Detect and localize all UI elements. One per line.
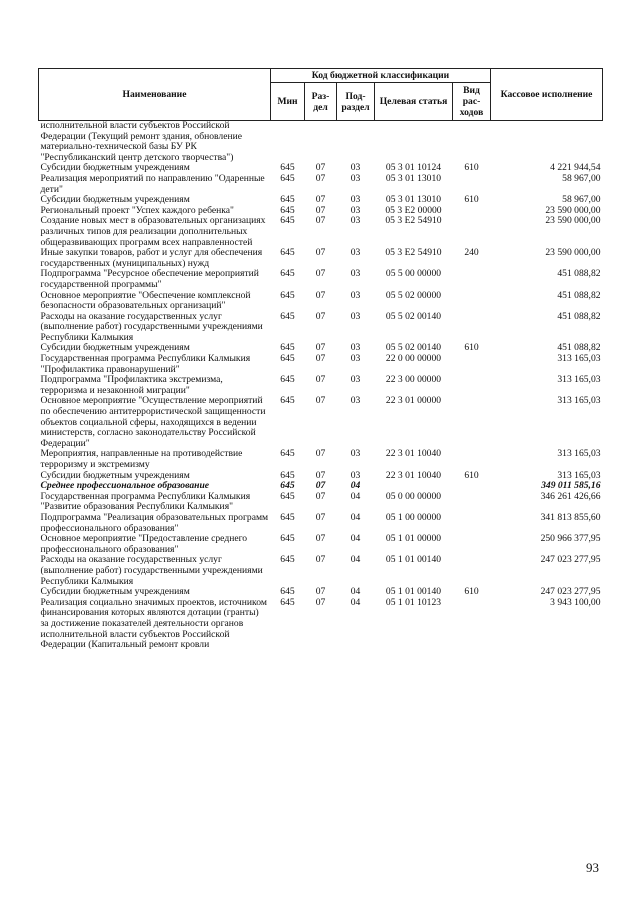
cell-amount: 349 011 585,16: [541, 480, 601, 492]
cell-podrazdel: 03: [350, 172, 361, 184]
cell-razdel: 07: [315, 247, 326, 259]
cell-podrazdel: 03: [350, 204, 361, 216]
cell-podrazdel: 04: [350, 511, 361, 523]
table-row: [39, 312, 603, 344]
cell-razdel: 07: [315, 554, 326, 566]
cell-name: Расходы на оказание государственных услуг (выполнение работ) государственными учреждениями Республики Калмыкия: [40, 310, 263, 343]
cell-min: 645: [280, 194, 295, 206]
cell-min: 645: [280, 533, 295, 545]
cell-razdel: 07: [315, 268, 326, 280]
cell-podrazdel: 03: [350, 215, 361, 227]
cell-vid: [453, 291, 491, 312]
cell-target: 05 1 01 10123: [385, 596, 442, 608]
header-podrazdel: Под-раздел: [337, 83, 375, 121]
cell-podrazdel: 03: [350, 289, 361, 301]
table-row: [39, 269, 603, 290]
cell-target: 05 3 E2 00000: [385, 204, 442, 216]
cell-podrazdel: 03: [350, 342, 361, 354]
cell-min: [271, 121, 305, 164]
cell-vid: [453, 534, 491, 555]
cell-target: 05 1 01 00140: [385, 586, 442, 598]
cell-min: 645: [280, 586, 295, 598]
cell-vid: [453, 513, 491, 534]
header-target: Целевая статья: [375, 83, 453, 121]
cell-razdel: 07: [315, 533, 326, 545]
table-row: [39, 375, 603, 396]
table-row: [39, 291, 603, 312]
cell-target: 05 5 02 00140: [385, 342, 442, 354]
cell-amount: 451 088,82: [557, 342, 601, 354]
cell-target: 05 1 01 00140: [385, 554, 442, 566]
cell-name: Реализация социально значимых проектов, источником финансирования которых являются дотации (гранты) за достижение показателей деятельности органов исполнительной власти субъектов Российской Федерации (Капитальный ремонт кровли: [40, 596, 267, 651]
cell-name: Основное мероприятие "Обеспечение комплексной безопасности образовательных организаций": [40, 289, 251, 312]
cell-vid: [453, 375, 491, 396]
cell-min: 645: [280, 469, 295, 481]
cell-name: Подпрограмма "Реализация образовательных программ профессионального образования": [40, 511, 269, 534]
header-razdel: Раз-дел: [305, 83, 337, 121]
cell-amount: [491, 121, 603, 164]
cell-vid: [453, 312, 491, 344]
cell-vid: 610: [464, 342, 479, 354]
cell-vid: [453, 598, 491, 651]
cell-name: Субсидии бюджетным учреждениям: [40, 162, 190, 174]
cell-podrazdel: 03: [350, 247, 361, 259]
cell-podrazdel: 03: [350, 310, 361, 322]
table-row: [39, 598, 603, 651]
table-row: [39, 449, 603, 470]
cell-razdel: 07: [315, 204, 326, 216]
cell-target: 05 5 02 00140: [385, 310, 442, 322]
cell-razdel: 07: [315, 342, 326, 354]
cell-target: 22 3 01 00000: [385, 395, 442, 407]
cell-amount: 247 023 277,95: [540, 586, 601, 598]
cell-amount: 313 165,03: [557, 395, 601, 407]
cell-razdel: 07: [315, 469, 326, 481]
cell-target: 22 3 00 00000: [385, 374, 442, 386]
cell-name: Субсидии бюджетным учреждениям: [40, 194, 190, 206]
cell-min: 645: [280, 554, 295, 566]
cell-amount: 451 088,82: [557, 289, 601, 301]
cell-min: 645: [280, 289, 295, 301]
header-row-1: [39, 69, 603, 83]
cell-vid: [453, 174, 491, 195]
cell-target: 05 3 E2 54910: [385, 247, 442, 259]
cell-amount: 58 967,00: [562, 194, 601, 206]
header-name: Наименование: [39, 69, 271, 121]
cell-vid: [453, 492, 491, 513]
cell-vid: [453, 216, 491, 248]
cell-target: 05 1 00 00000: [385, 511, 442, 523]
cell-target: 05 3 E2 54910: [385, 215, 442, 227]
cell-target: [375, 121, 453, 164]
cell-vid: 610: [464, 586, 479, 598]
page-number: 93: [586, 860, 599, 875]
cell-podrazdel: 03: [350, 448, 361, 460]
cell-name: Основное мероприятие "Осуществление мероприятий по обеспечению антитеррористической защищенности объектов социальной сферы, находящихся в ведении министерств, согласно законодательству Российской Федерации": [40, 395, 266, 449]
cell-min: 645: [280, 353, 295, 365]
cell-target: 05 5 00 00000: [385, 268, 442, 280]
header-min: Мин: [271, 83, 305, 121]
cell-amount: 23 590 000,00: [545, 204, 601, 216]
table-row: [39, 354, 603, 375]
cell-name: Государственная программа Республики Калмыкия "Профилактика правонарушений": [40, 353, 251, 375]
cell-podrazdel: 04: [350, 533, 361, 545]
cell-amount: 341 813 855,60: [540, 511, 601, 523]
cell-amount: 3 943 100,00: [550, 596, 601, 608]
cell-min: 645: [280, 342, 295, 354]
cell-min: 645: [280, 172, 295, 184]
cell-name: Реализация мероприятий по направлению "Одаренные дети": [40, 172, 265, 195]
cell-target: 05 3 01 13010: [385, 172, 442, 184]
table-row: [39, 216, 603, 248]
table-row: [39, 248, 603, 269]
cell-razdel: 07: [315, 511, 326, 523]
cell-razdel: 07: [315, 490, 326, 502]
cell-name: Субсидии бюджетным учреждениям: [40, 469, 190, 481]
table-row: [39, 121, 603, 164]
cell-amount: 313 165,03: [557, 374, 601, 386]
cell-podrazdel: 04: [350, 554, 361, 566]
table-row: [39, 534, 603, 555]
cell-podrazdel: 03: [350, 268, 361, 280]
cell-podrazdel: 04: [350, 586, 361, 598]
cell-razdel: 07: [315, 586, 326, 598]
cell-amount: 58 967,00: [562, 172, 601, 184]
cell-podrazdel: 04: [350, 596, 361, 608]
cell-podrazdel: 04: [350, 480, 361, 492]
cell-vid: [453, 121, 491, 164]
cell-amount: 451 088,82: [557, 310, 601, 322]
cell-podrazdel: 03: [350, 469, 361, 481]
cell-amount: 346 261 426,66: [540, 490, 601, 502]
cell-razdel: 07: [315, 289, 326, 301]
cell-min: 645: [280, 395, 295, 407]
cell-target: 05 3 01 10124: [385, 162, 442, 174]
cell-amount: 313 165,03: [557, 448, 601, 460]
cell-vid: [453, 206, 491, 217]
cell-min: 645: [280, 204, 295, 216]
cell-podrazdel: 03: [350, 395, 361, 407]
cell-vid: [453, 449, 491, 470]
cell-vid: 610: [464, 194, 479, 206]
cell-vid: [453, 481, 491, 492]
cell-amount: 23 590 000,00: [545, 215, 601, 227]
table-row: [39, 174, 603, 195]
cell-razdel: 07: [315, 172, 326, 184]
cell-podrazdel: 03: [350, 374, 361, 386]
table-row: [39, 396, 603, 449]
cell-razdel: 07: [315, 162, 326, 174]
cell-razdel: [305, 121, 337, 164]
cell-podrazdel: 04: [350, 490, 361, 502]
cell-min: 645: [280, 310, 295, 322]
cell-name: Государственная программа Республики Калмыкия "Развитие образования Республики Калмыкия": [40, 490, 251, 513]
cell-amount: 313 165,03: [557, 469, 601, 481]
cell-name: Субсидии бюджетным учреждениям: [40, 342, 190, 354]
cell-min: 645: [280, 268, 295, 280]
cell-vid: [453, 269, 491, 290]
cell-name: исполнительной власти субъектов Российской Федерации (Текущий ремонт здания, обновление материально-технической базы БУ РК "Республиканский центр детского творчества"): [40, 120, 242, 163]
header-amount: Кассовое исполнение: [491, 69, 603, 121]
cell-amount: 451 088,82: [557, 268, 601, 280]
table-row: [39, 555, 603, 587]
cell-min: 645: [280, 448, 295, 460]
cell-razdel: 07: [315, 353, 326, 365]
cell-target: 22 0 00 00000: [385, 353, 442, 365]
cell-vid: 610: [464, 469, 479, 481]
cell-min: 645: [280, 247, 295, 259]
cell-min: 645: [280, 596, 295, 608]
cell-razdel: 07: [315, 215, 326, 227]
cell-min: 645: [280, 374, 295, 386]
cell-razdel: 07: [315, 395, 326, 407]
table-row: [39, 492, 603, 513]
cell-target: 05 3 01 13010: [385, 194, 442, 206]
cell-razdel: 07: [315, 194, 326, 206]
cell-vid: 240: [464, 247, 479, 259]
cell-razdel: 07: [315, 448, 326, 460]
cell-podrazdel: 03: [350, 194, 361, 206]
cell-vid: [453, 555, 491, 587]
cell-name: Региональный проект "Успех каждого ребенка": [40, 204, 234, 216]
cell-amount: 247 023 277,95: [540, 554, 601, 566]
cell-vid: 610: [464, 162, 479, 174]
cell-name: Основное мероприятие "Предоставление среднего профессионального образования": [40, 533, 248, 555]
cell-min: 645: [280, 480, 295, 492]
cell-name: Создание новых мест в образовательных организациях различных типов для реализации дополнительных общеразвивающих программ всех направленностей: [40, 215, 266, 248]
cell-min: 645: [280, 215, 295, 227]
cell-amount: 4 221 944,54: [550, 162, 601, 174]
budget-table: [38, 68, 603, 651]
cell-min: 645: [280, 162, 295, 174]
cell-podrazdel: [337, 121, 375, 164]
cell-name: Подпрограмма "Ресурсное обеспечение мероприятий государственной программы": [40, 268, 259, 290]
header-code-group: Код бюджетной классификации: [271, 69, 491, 83]
cell-min: 645: [280, 511, 295, 523]
table-body: [39, 121, 603, 651]
cell-name: Расходы на оказание государственных услуг (выполнение работ) государственными учреждениями Республики Калмыкия: [40, 554, 263, 587]
header-vid: Вид рас-ходов: [453, 83, 491, 121]
cell-razdel: 07: [315, 310, 326, 322]
cell-podrazdel: 03: [350, 162, 361, 174]
cell-target: 22 3 01 10040: [385, 448, 442, 460]
cell-razdel: 07: [315, 596, 326, 608]
cell-name: Подпрограмма "Профилактика экстремизма, терроризма и незаконной миграции": [40, 374, 223, 396]
cell-amount: 250 966 377,95: [540, 533, 601, 545]
table-row: [39, 513, 603, 534]
cell-name: Субсидии бюджетным учреждениям: [40, 586, 190, 598]
cell-name: Мероприятия, направленные на противодействие терроризму и экстремизму: [40, 448, 243, 470]
cell-target: 05 1 01 00000: [385, 533, 442, 545]
cell-vid: [453, 396, 491, 449]
cell-target: 22 3 01 10040: [385, 469, 442, 481]
cell-razdel: 07: [315, 374, 326, 386]
cell-podrazdel: 03: [350, 353, 361, 365]
cell-amount: 23 590 000,00: [545, 247, 601, 259]
cell-amount: 313 165,03: [557, 353, 601, 365]
cell-razdel: 07: [315, 480, 326, 492]
cell-min: 645: [280, 490, 295, 502]
cell-target: 05 0 00 00000: [385, 490, 442, 502]
cell-target: 05 5 02 00000: [385, 289, 442, 301]
cell-vid: [453, 354, 491, 375]
cell-name: Иные закупки товаров, работ и услуг для обеспечения государственных (муниципальных) нужд: [40, 247, 263, 269]
cell-name: Среднее профессиональное образование: [40, 480, 210, 492]
